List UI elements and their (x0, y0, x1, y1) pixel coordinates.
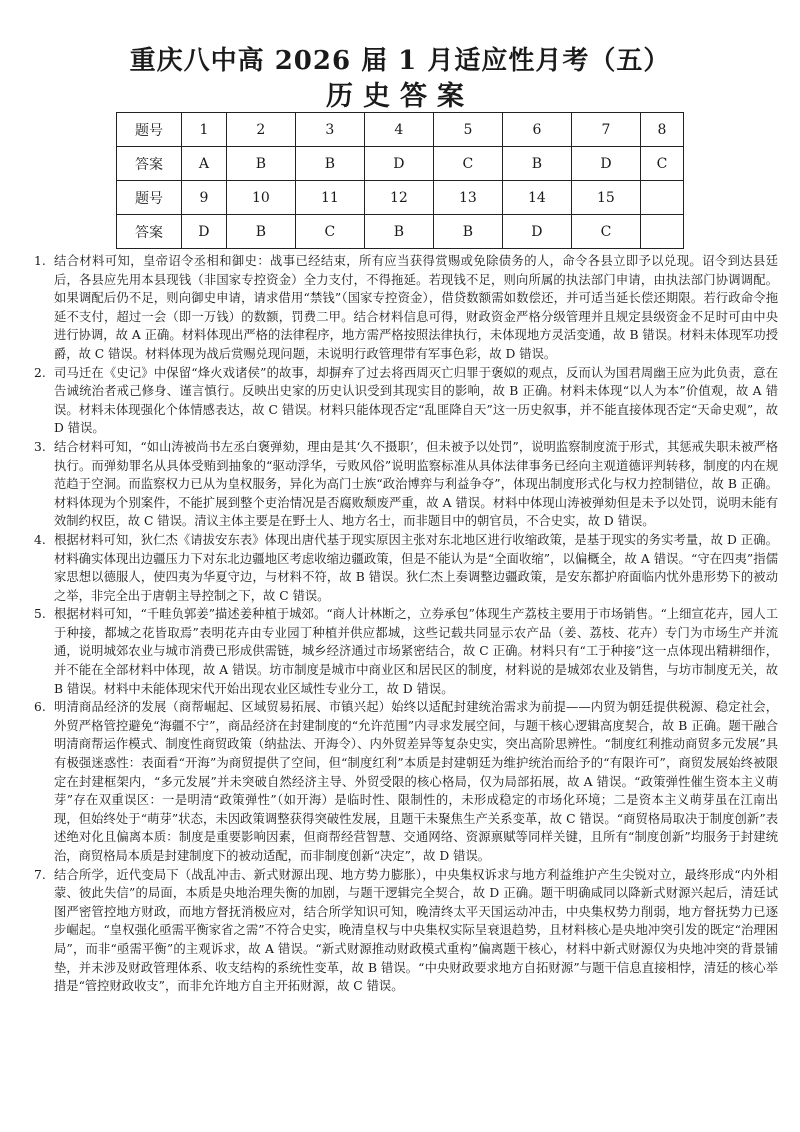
solution-number: 5. (34, 607, 46, 622)
solution-number: 4. (34, 532, 46, 547)
question-number: 6 (502, 113, 571, 147)
answer-cell: C (433, 147, 502, 181)
solution-number: 6. (34, 700, 46, 715)
row-label-answer: 答案 (117, 215, 182, 249)
question-number: 14 (502, 181, 571, 215)
question-number: 7 (571, 113, 640, 147)
answer-cell: C (295, 215, 364, 249)
question-number (640, 181, 683, 215)
answer-cell: B (433, 215, 502, 249)
row-label-question: 题号 (117, 181, 182, 215)
question-number: 4 (364, 113, 433, 147)
solution-number: 1. (34, 254, 46, 268)
question-row (117, 113, 684, 147)
solution-text: 根据材料可知，狄仁杰《请拔安东表》体现出唐代基于现实原因主张对东北地区进行收缩政策，是基于现实的务实考量，故 D 正确。材料确实体现出边疆压力下对东北边疆地区考虑收缩边疆政策，但是不能认为是“全面收缩”，以偏概全，故 A 错误。“守在四夷”指儒家思想以德服人，使四夷为华夏守边，与材料不符，故 B 错误。狄仁杰上奏调整边疆政策，是安东都护府面临内忧外患形势下的被动之举，非完全出于唐朝主导控制之下，故 C 错误。 (54, 532, 778, 603)
solution-text: 结合所学，近代变局下（战乱冲击、新式财源出现、地方势力膨胀），中央集权诉求与地方利益维护产生尖锐对立，最终形成“内外相蒙、彼此失信”的局面，本质是央地治理失衡的加剧，与题干逻辑完全契合，故 D 正确。题干明确咸同以降新式财源兴起后，清廷试图严密管控地方财政，而地方督抚消极应对，结合所学知识可知，晚清终太平天国运动冲击，中央集权势力削弱，地方督抚势力已逐步崛起。“皇权强化亟需平衡家省之需”不符合史实，晚清皇权与中央集权实际呈衰退趋势，且材料核心是央地冲突引发的既定“治理困局”，而非“亟需平衡”的主观诉求，故 A 错误。“新式财源推动财政模式重构”偏离题干核心，材料中新式财源仅为央地冲突的背景铺垫，并未涉及财政管理体系、收支结构的系统性变革，故 B 错误。“中央财政要求地方自拓财源”与题干信息直接相悖，清廷的核心举措是“管控财政收支”，而非允许地方自主开拓财源，故 C 错误。 (54, 867, 778, 994)
solution-item (34, 605, 778, 698)
solution-text: 明清商品经济的发展（商帮崛起、区域贸易拓展、市镇兴起）始终以适配封建统治需求为前提——内贸为朝廷提供税源、稳定社会，外贸严格管控避免“海疆不宁”，商品经济在封建制度的“允许范围”内寻求发展空间，与题干核心逻辑高度契合，故 B 正确。题干融合明清商帮运作模式、制度性商贸政策（纳盐法、开海令）、内外贸差异等复杂史实，突出高阶思辨性。“制度红利推动商贸多元发展”具有极强迷惑性：表面看“开海”为商贸提供了空间，但“制度红利”本质是封建朝廷为维护统治而给予的“有限许可”，商贸发展始终被限定在封建框架内，“多元发展”并未突破自然经济主导、外贸受限的核心格局，仅为局部拓展，故 A 错误。“政策弹性催生资本主义萌芽”存在双重误区：一是明清“政策弹性”（如开海）是临时性、限制性的，未形成稳定的市场化环境；二是资本主义萌芽虽在江南出现，但始终处于“萌芽”状态，未因政策调整获得突破性发展，且题干未聚焦生产关系变革，故 C 错误。“商贸格局取决于制度创新”表述绝对化且偏离本质：制度是重要影响因素，但商帮经营智慧、交通网络、资源禀赋等同样关键，且所有“制度创新”均服务于封建统治，商贸格局本质是封建制度下的被动适配，而非制度创新“决定”，故 D 错误。 (54, 700, 778, 863)
question-number: 15 (571, 181, 640, 215)
page-subtitle: 历史答案 (326, 81, 474, 112)
question-number: 10 (226, 181, 295, 215)
answer-table (116, 112, 684, 249)
answer-cell: C (571, 215, 640, 249)
solution-number: 3. (34, 439, 46, 454)
question-number: 5 (433, 113, 502, 147)
answer-cell: D (571, 147, 640, 181)
question-number: 13 (433, 181, 502, 215)
answer-cell: B (364, 215, 433, 249)
row-label-question: 题号 (117, 113, 182, 147)
answer-cell: A (182, 147, 227, 181)
solution-item (34, 698, 778, 865)
solution-item (34, 364, 778, 438)
answer-cell: D (182, 215, 227, 249)
answer-cell: B (226, 215, 295, 249)
solution-item (34, 531, 778, 605)
question-number: 3 (295, 113, 364, 147)
page-title: 重庆八中高 2026 届 1 月适应性月考（五） (129, 46, 671, 76)
question-number: 8 (640, 113, 683, 147)
solution-text: 结合材料可知，“如山涛被尚书左丞白褒弹劾，理由是其‘久不摄职’，但未被予以处罚”，说明监察制度流于形式，其惩戒失职未被严格执行。而弹劾罪名从具体受贿到抽象的“驱动浮华，亏败风俗”说明监察标准从具体法律事务已经向主观道德评判转移，制度的内在规范趋于空洞。而监察权力已从为皇权服务，异化为高门士族“政治博弈与利益争夺”，体现出制度形式化与权力控制错位，故 B 正确。材料体现为个别案件，不能扩展到整个吏治情况是否腐败颓废严重，故 A 错误。材料中体现山涛被弹劾但是未予以处罚，说明未能有效制约权臣，故 C 错误。清议主体主要是在野士人、地方名士，而非题目中的朝官员，不合史实，故 D 错误。 (54, 439, 778, 529)
solution-number: 7. (34, 867, 46, 882)
solution-text: 司马迁在《史记》中保留“烽火戏诸侯”的故事，却摒弃了过去将西周灭亡归罪于褒姒的观点，反而认为国君周幽王应为此负责，意在告诫统治者戒己修身、谨言慎行。反映出史家的历史认识受到其现实目的影响，故 B 正确。材料未体现“以人为本”价值观，故 A 错误。材料未体现强化个体情感表达，故 C 错误。材料只能体现否定“乱匪降自天”这一历史叙事，并不能直接体现否定“天命史观”，故 D 错误。 (54, 365, 778, 436)
question-number: 12 (364, 181, 433, 215)
answer-cell: B (502, 147, 571, 181)
question-number: 9 (182, 181, 227, 215)
solution-item (34, 252, 778, 364)
solution-item (34, 866, 778, 996)
solutions-list (34, 252, 778, 996)
question-number: 11 (295, 181, 364, 215)
answer-cell: D (364, 147, 433, 181)
solution-number: 2. (34, 365, 46, 380)
solution-text: 结合材料可知，皇帝诏令丞相和御史：战事已经结束，所有应当获得赏赐或免除债务的人，命令各县立即予以兑现。诏令到达县廷后，各县应先用本县现钱（非国家专控资金）全力支付，不得拖延。若现钱不足，则向所属的执法部门申请，由执法部门协调调配。如果调配后仍不足，则向御史申请，请求借用“禁钱”（国家专控资金），借贷数额需如数偿还，并可适当延长偿还期限。若行政命令拖延不支付，超过一会（即一万钱）的数额，罚费二甲。结合材料信息可得，财政资金严格分级管理并且规定县级资金不足时可由中央进行协调，故 A 正确。材料体现出严格的法律程序，地方需严格按照法律执行，未体现地方灵活变通，故 B 错误。材料未体现军功授爵，故 C 错误。材料体现为战后赏赐兑现问题，未说明行政管理带有军事色彩，故 D 错误。 (54, 254, 778, 361)
row-label-answer: 答案 (117, 147, 182, 181)
answer-cell: D (502, 215, 571, 249)
answer-row (117, 147, 684, 181)
answer-row (117, 215, 684, 249)
question-row (117, 181, 684, 215)
solution-text: 根据材料可知，“千畦负郭姜”描述姜种植于城郊。“商人计林断之，立券承包”体现生产荔枝主要用于市场销售。“上细宣花卉，园人工于种接，都城之花皆取焉”表明花卉由专业园丁种植并供应都城，这些记载共同显示农产品（姜、荔枝、花卉）专门为市场生产并流通，说明城郊农业与城市消费已形成供需链，城乡经济通过市场紧密结合，故 C 正确。材料只有“工于种接”这一点体现出精耕细作，并不能在全部材料中体现，故 A 错误。坊市制度是城市中商业区和居民区的制度，材料说的是城郊农业及销售，与坊市制度无关，故 B 错误。材料中未能体现宋代开始出现农业区域性专业分工，故 D 错误。 (54, 607, 778, 696)
answer-cell: B (295, 147, 364, 181)
answer-cell: B (226, 147, 295, 181)
question-number: 1 (182, 113, 227, 147)
solution-item (34, 438, 778, 531)
question-number: 2 (226, 113, 295, 147)
answer-cell: C (640, 147, 683, 181)
answer-cell (640, 215, 683, 249)
